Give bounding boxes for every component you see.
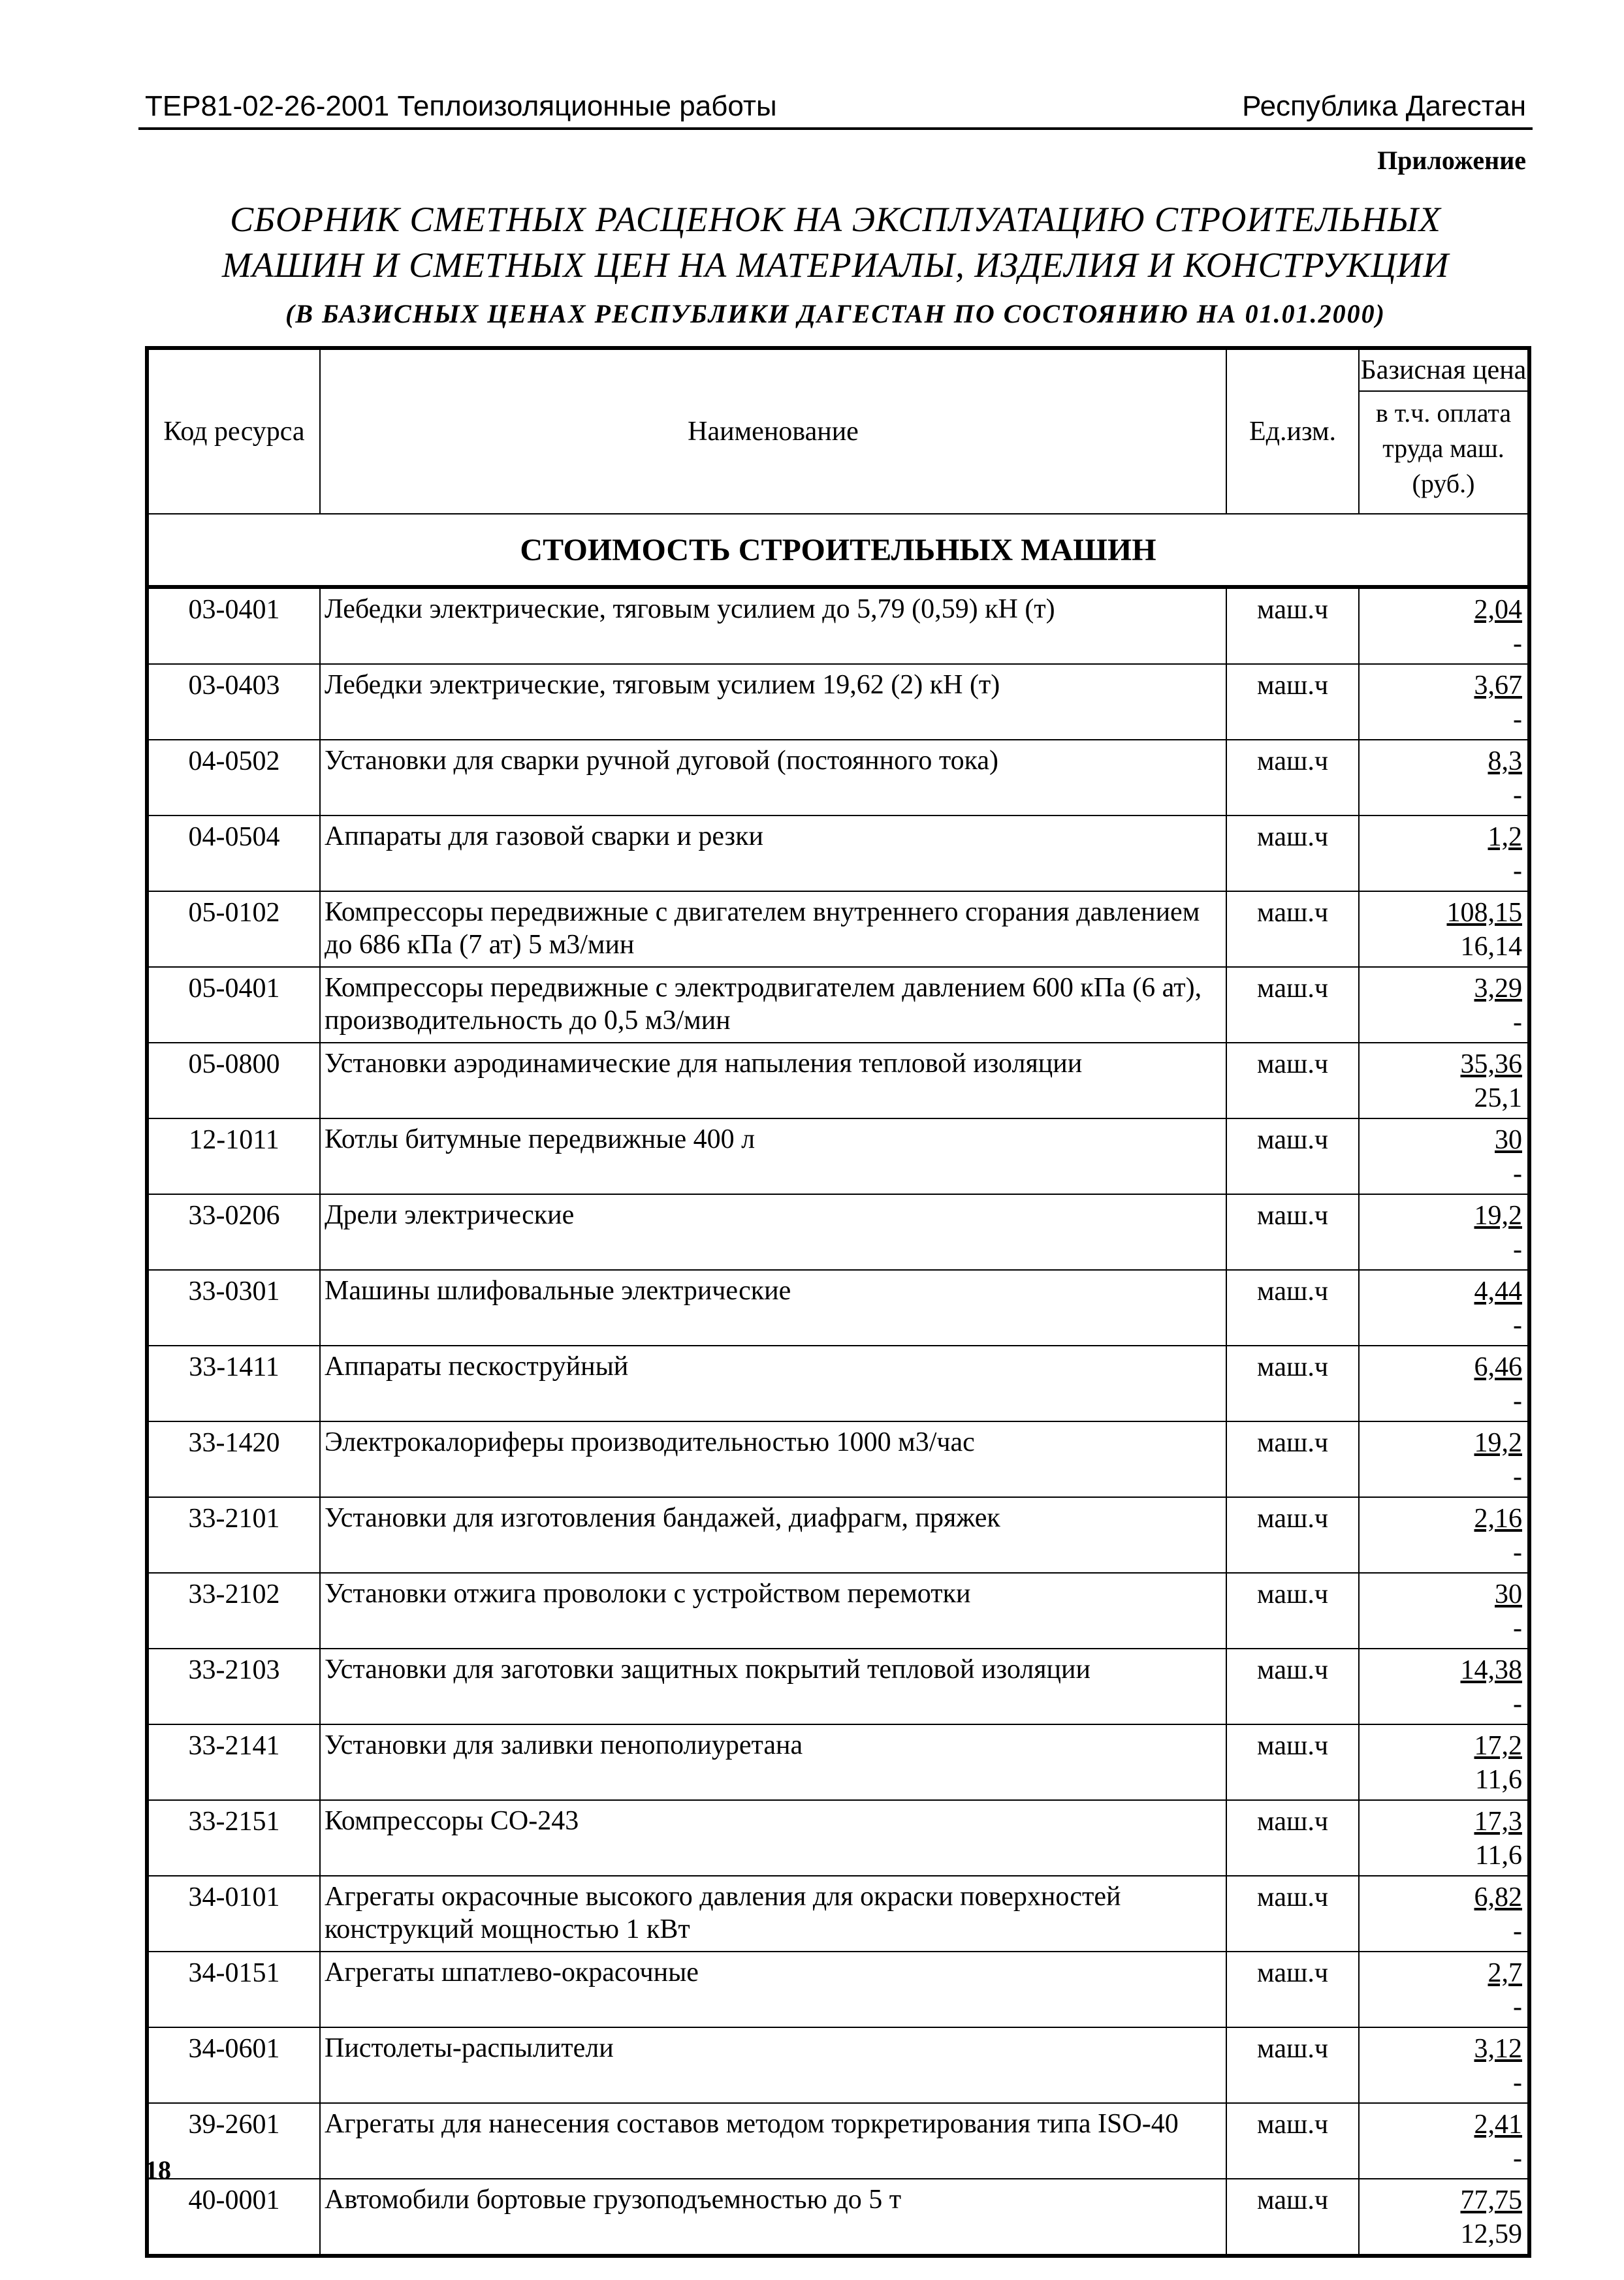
resource-code: 05-0800 (147, 1043, 320, 1118)
table-row (147, 1118, 1529, 1194)
base-price: 14,38 (1460, 1655, 1522, 1685)
table-row (147, 1952, 1529, 2027)
header-price-sub-line-2: труда маш. (1382, 434, 1505, 463)
resource-unit: маш.ч (1226, 1421, 1359, 1497)
table-row (147, 1649, 1529, 1724)
labor-cost: - (1513, 1462, 1522, 1492)
resource-code: 33-2102 (147, 1573, 320, 1649)
resource-code: 12-1011 (147, 1118, 320, 1194)
labor-cost: - (1513, 2068, 1522, 2098)
labor-cost: - (1513, 1916, 1522, 1946)
table-row (147, 1346, 1529, 1421)
resource-unit: маш.ч (1226, 2103, 1359, 2179)
resource-unit: маш.ч (1226, 1800, 1359, 1876)
base-price: 2,41 (1474, 2110, 1522, 2140)
resource-price-cell (1359, 2027, 1529, 2103)
resource-code: 04-0504 (147, 815, 320, 891)
resource-name: Компрессоры передвижные с двигателем внутреннего сгорания давлением до 686 кПа (7 ат) 5 м3/мин (320, 891, 1226, 967)
section-row (147, 514, 1529, 587)
resource-code: 05-0102 (147, 891, 320, 967)
document-title-line-1: СБОРНИК СМЕТНЫХ РАСЦЕНОК НА ЭКСПЛУАТАЦИЮ СТРОИТЕЛЬНЫХ (230, 200, 1441, 239)
resource-code: 39-2601 (147, 2103, 320, 2179)
resource-name: Лебедки электрические, тяговым усилием до 5,79 (0,59) кН (т) (320, 587, 1226, 664)
resource-unit: маш.ч (1226, 1724, 1359, 1800)
resource-price-cell (1359, 1270, 1529, 1346)
resource-price-cell (1359, 740, 1529, 815)
resource-code: 33-2141 (147, 1724, 320, 1800)
resource-name: Автомобили бортовые грузоподъемностью до 5 т (320, 2179, 1226, 2256)
resource-code: 03-0401 (147, 587, 320, 664)
resource-name: Установки для изготовления бандажей, диафрагм, пряжек (320, 1497, 1226, 1573)
resource-unit: маш.ч (1226, 1270, 1359, 1346)
resource-price-cell (1359, 1194, 1529, 1270)
header-code: Код ресурса (147, 348, 320, 514)
table-row (147, 2179, 1529, 2256)
resource-code: 05-0401 (147, 967, 320, 1043)
resource-name: Дрели электрические (320, 1194, 1226, 1270)
table-row (147, 1421, 1529, 1497)
header-price (1359, 348, 1529, 514)
labor-cost: 16,14 (1460, 932, 1522, 962)
resource-name: Аппараты пескоструйный (320, 1346, 1226, 1421)
resource-name: Аппараты для газовой сварки и резки (320, 815, 1226, 891)
base-price: 19,2 (1474, 1201, 1522, 1231)
table-row (147, 1724, 1529, 1800)
resource-code: 33-0301 (147, 1270, 320, 1346)
resource-price-table (145, 346, 1531, 2258)
labor-cost: - (1513, 856, 1522, 886)
resource-name: Агрегаты шпатлево-окрасочные (320, 1952, 1226, 2027)
resource-code: 33-1411 (147, 1346, 320, 1421)
resource-price-cell (1359, 1497, 1529, 1573)
labor-cost: - (1513, 1235, 1522, 1265)
resource-price-cell (1359, 1421, 1529, 1497)
labor-cost: - (1513, 1310, 1522, 1340)
resource-price-cell (1359, 587, 1529, 664)
resource-unit: маш.ч (1226, 1118, 1359, 1194)
resource-price-cell (1359, 1573, 1529, 1649)
resource-code: 03-0403 (147, 664, 320, 740)
resource-price-cell (1359, 891, 1529, 967)
resource-price-cell (1359, 1346, 1529, 1421)
base-price: 6,82 (1474, 1882, 1522, 1912)
base-price: 3,12 (1474, 2034, 1522, 2064)
resource-price-cell (1359, 2103, 1529, 2179)
resource-price-cell (1359, 2179, 1529, 2256)
resource-code: 33-2103 (147, 1649, 320, 1724)
header-price-base (1360, 350, 1527, 392)
base-price: 6,46 (1474, 1352, 1522, 1382)
resource-price-cell (1359, 1724, 1529, 1800)
resource-code: 40-0001 (147, 2179, 320, 2256)
base-price: 17,2 (1474, 1731, 1522, 1761)
resource-name: Лебедки электрические, тяговым усилием 19,62 (2) кН (т) (320, 664, 1226, 740)
base-price: 30 (1495, 1125, 1522, 1155)
resource-unit: маш.ч (1226, 587, 1359, 664)
base-price: 4,44 (1474, 1276, 1522, 1306)
labor-cost: 11,6 (1475, 1841, 1522, 1871)
base-price: 2,04 (1474, 595, 1522, 625)
resource-unit: маш.ч (1226, 1952, 1359, 2027)
table-row (147, 1800, 1529, 1876)
resource-unit: маш.ч (1226, 1649, 1359, 1724)
resource-price-cell (1359, 1649, 1529, 1724)
resource-price-cell (1359, 967, 1529, 1043)
resource-code: 04-0502 (147, 740, 320, 815)
resource-name: Установки для сварки ручной дуговой (постоянного тока) (320, 740, 1226, 815)
resource-code: 33-1420 (147, 1421, 320, 1497)
labor-cost: - (1513, 1159, 1522, 1189)
base-price: 19,2 (1474, 1428, 1522, 1458)
table-row (147, 587, 1529, 664)
resource-name: Компрессоры передвижные с электродвигателем давлением 600 кПа (6 ат), производительность до 0,5 м3/мин (320, 967, 1226, 1043)
labor-cost: - (1513, 1613, 1522, 1643)
resource-name: Электрокалориферы производительностью 1000 м3/час (320, 1421, 1226, 1497)
base-price: 1,2 (1488, 822, 1522, 852)
resource-unit: маш.ч (1226, 2179, 1359, 2256)
header-unit: Ед.изм. (1226, 348, 1359, 514)
table-row (147, 2103, 1529, 2179)
resource-name: Пистолеты-распылители (320, 2027, 1226, 2103)
resource-name: Установки отжига проволоки с устройством перемотки (320, 1573, 1226, 1649)
resource-code: 34-0101 (147, 1876, 320, 1952)
base-price: 30 (1495, 1579, 1522, 1609)
table-row (147, 1497, 1529, 1573)
labor-cost: - (1513, 1538, 1522, 1568)
running-header-left: ТЕР81-02-26-2001 Теплоизоляционные работы (145, 90, 777, 122)
resource-price-cell (1359, 815, 1529, 891)
base-price: 3,29 (1474, 974, 1522, 1004)
resource-price-cell (1359, 1118, 1529, 1194)
table-row (147, 815, 1529, 891)
base-price: 3,67 (1474, 671, 1522, 701)
header-price-sub-line-1: в т.ч. оплата (1375, 398, 1512, 428)
resource-code: 33-2101 (147, 1497, 320, 1573)
labor-cost: - (1513, 1386, 1522, 1416)
resource-price-cell (1359, 1800, 1529, 1876)
table-row (147, 1876, 1529, 1952)
resource-unit: маш.ч (1226, 1194, 1359, 1270)
document-subtitle: (В БАЗИСНЫХ ЦЕНАХ РЕСПУБЛИКИ ДАГЕСТАН ПО СОСТОЯНИЮ НА 01.01.2000) (285, 299, 1386, 328)
resource-name: Компрессоры СО-243 (320, 1800, 1226, 1876)
resource-name: Котлы битумные передвижные 400 л (320, 1118, 1226, 1194)
base-price: 108,15 (1446, 898, 1522, 928)
labor-cost: - (1513, 1992, 1522, 2022)
document-title-line-2: МАШИН И СМЕТНЫХ ЦЕН НА МАТЕРИАЛЫ, ИЗДЕЛИЯ И КОНСТРУКЦИИ (221, 245, 1450, 285)
resource-unit: маш.ч (1226, 2027, 1359, 2103)
page-number: 18 (145, 2155, 171, 2185)
resource-code: 34-0151 (147, 1952, 320, 2027)
resource-unit: маш.ч (1226, 891, 1359, 967)
table-row (147, 664, 1529, 740)
header-price-sub (1360, 392, 1527, 501)
table-row (147, 1270, 1529, 1346)
labor-cost: - (1513, 780, 1522, 810)
table-row (147, 967, 1529, 1043)
resource-unit: маш.ч (1226, 1573, 1359, 1649)
section-title: СТОИМОСТЬ СТРОИТЕЛЬНЫХ МАШИН (147, 514, 1529, 587)
resource-unit: маш.ч (1226, 1876, 1359, 1952)
base-price: 8,3 (1488, 746, 1522, 776)
labor-cost: - (1513, 705, 1522, 735)
table-row (147, 2027, 1529, 2103)
base-price: 2,7 (1488, 1958, 1522, 1988)
header-price-base-label: Базисная цена (1360, 355, 1527, 385)
running-header-right: Республика Дагестан (1242, 90, 1526, 122)
header-price-sub-line-3: (руб.) (1412, 469, 1475, 498)
base-price: 35,36 (1460, 1049, 1522, 1079)
labor-cost: 12,59 (1460, 2219, 1522, 2249)
labor-cost: 25,1 (1474, 1083, 1522, 1113)
labor-cost: - (1513, 1007, 1522, 1037)
base-price: 77,75 (1460, 2185, 1522, 2215)
labor-cost: - (1513, 629, 1522, 659)
resource-name: Установки для заливки пенополиуретана (320, 1724, 1226, 1800)
resource-unit: маш.ч (1226, 967, 1359, 1043)
resource-unit: маш.ч (1226, 1497, 1359, 1573)
resource-code: 33-2151 (147, 1800, 320, 1876)
labor-cost: - (1513, 2144, 1522, 2174)
resource-code: 34-0601 (147, 2027, 320, 2103)
header-name: Наименование (320, 348, 1226, 514)
resource-unit: маш.ч (1226, 815, 1359, 891)
resource-unit: маш.ч (1226, 740, 1359, 815)
resource-price-cell (1359, 1952, 1529, 2027)
appendix-label: Приложение (1377, 146, 1526, 175)
table-row (147, 1194, 1529, 1270)
base-price: 2,16 (1474, 1504, 1522, 1534)
resource-unit: маш.ч (1226, 1346, 1359, 1421)
resource-price-cell (1359, 1876, 1529, 1952)
resource-name: Машины шлифовальные электрические (320, 1270, 1226, 1346)
labor-cost: 11,6 (1475, 1765, 1522, 1795)
resource-name: Агрегаты окрасочные высокого давления для окраски поверхностей конструкций мощностью 1 кВт (320, 1876, 1226, 1952)
resource-price-cell (1359, 1043, 1529, 1118)
header-rule (138, 127, 1533, 130)
table-row (147, 740, 1529, 815)
base-price: 17,3 (1474, 1807, 1522, 1837)
table-header-row (147, 348, 1529, 514)
labor-cost: - (1513, 1689, 1522, 1719)
table-row (147, 1043, 1529, 1118)
resource-unit: маш.ч (1226, 1043, 1359, 1118)
resource-name: Установки для заготовки защитных покрытий тепловой изоляции (320, 1649, 1226, 1724)
resource-name: Агрегаты для нанесения составов методом торкретирования типа ISO-40 (320, 2103, 1226, 2179)
table-row (147, 1573, 1529, 1649)
table-row (147, 891, 1529, 967)
resource-unit: маш.ч (1226, 664, 1359, 740)
resource-code: 33-0206 (147, 1194, 320, 1270)
resource-price-cell (1359, 664, 1529, 740)
resource-name: Установки аэродинамические для напыления тепловой изоляции (320, 1043, 1226, 1118)
